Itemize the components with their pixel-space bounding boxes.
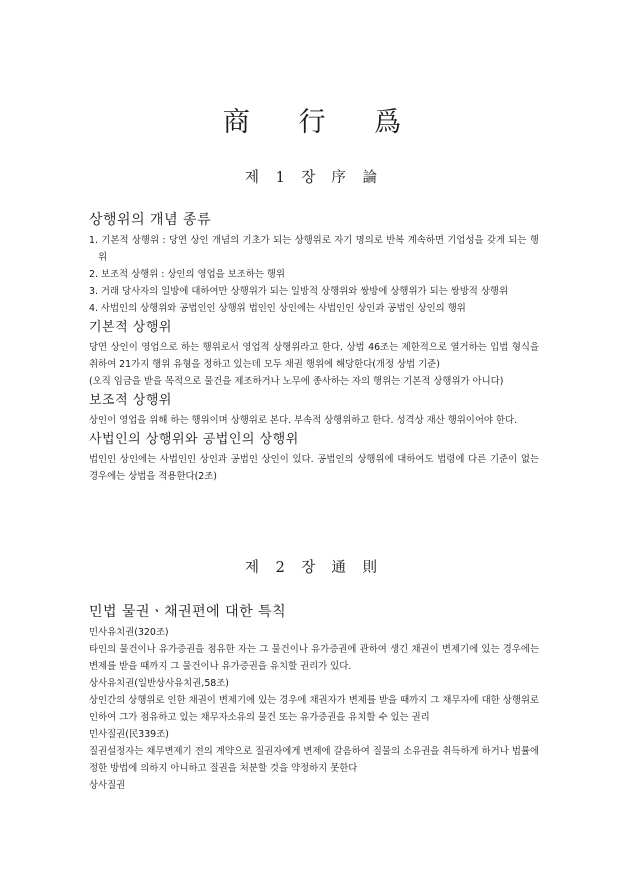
subsection-label: 상사유치권(일반상사유치권,58조) [89, 678, 229, 689]
paragraph: 타인의 물건이나 유가증권을 점유한 자는 그 물건이나 유가증권에 관하여 생긴 채권이 변제기에 있는 경우에는 변제를 받을 때까지 그 물건이나 유가증권을 유치할 권리가 있다. [89, 644, 539, 672]
paragraph: 상인이 영업을 위해 하는 행위이며 상행위로 본다. 부속적 상행위하고 한다. 성격상 재산 행위이어야 한다. [89, 415, 518, 426]
section-heading-auxiliary: 보조적 상행위 [89, 393, 172, 408]
list-item: 4. 사법인의 상행위와 공법인인 상행위 법인인 상인에는 사법인인 상인과 공법인 상인의 행위 [89, 303, 466, 314]
subsection-label: 민사유치권(320조) [89, 627, 169, 638]
paragraph: 당연 상인이 영업으로 하는 행위로서 영업적 상행위라고 한다. 상법 46조는 제한적으로 열거하는 입법 형식을 취하여 21가지 행위 유형을 정하고 있는데 모두 채권 행위에 해당한다(개정 상법 기준) [89, 342, 539, 370]
section-heading-concept: 상행위의 개념 종류 [89, 212, 212, 228]
subsection-label: 상사질권 [89, 780, 126, 791]
paragraph: 질권설정자는 채무변제기 전의 계약으로 질권자에게 변제에 갈음하여 질물의 소유권을 취득하게 하거나 법률에 정한 방법에 의하지 아니하고 질권을 처분할 것을 약정하지 못한다 [89, 746, 539, 774]
list-item: 3. 거래 당사자의 일방에 대하여만 상행위가 되는 일방적 상행위와 쌍방에 상행위가 되는 쌍방적 상행위 [89, 286, 508, 297]
paragraph: (오직 임금을 받을 목적으로 물건을 제조하거나 노무에 종사하는 자의 행위는 기본적 상행위가 아니다) [89, 376, 504, 387]
chapter-2-body [89, 600, 539, 794]
list-item: 2. 보조적 상행위 : 상인의 영업을 보조하는 행위 [89, 269, 285, 280]
section-heading-civil: 민법 물권ㆍ채권편에 대한 특칙 [89, 604, 287, 620]
paragraph: 법인인 상인에는 사법인인 상인과 공법인 상인이 있다. 공법인의 상행위에 대하여도 법령에 다른 기준이 없는 경우에는 상법을 적용한다(2조) [89, 454, 539, 482]
paragraph: 상인간의 상행위로 인한 채권이 변제기에 있는 경우에 채권자가 변제를 받을 때까지 그 채무자에 대한 상행위로 인하여 그가 점유하고 있는 채무자소유의 물건 또는 유가증권을 유치할 수 있는 권리 [89, 695, 539, 723]
document-title: 商 行 爲 [222, 107, 422, 138]
chapter-1-name: 序 論 [331, 170, 380, 186]
chapter-1-number: 제 1 장 [244, 170, 318, 186]
chapter-1-heading [0, 166, 624, 187]
chapter-2-name: 通 則 [331, 560, 380, 576]
chapter-2-heading [0, 556, 624, 577]
section-heading-private: 사법인의 상행위와 공법인의 상행위 [89, 432, 299, 447]
subsection-label: 민사질권(民339조) [89, 729, 169, 740]
chapter-1-body [89, 208, 539, 485]
chapter-2-number: 제 2 장 [244, 560, 318, 576]
section-heading-basic: 기본적 상행위 [89, 320, 172, 335]
list-item: 1. 기본적 상행위 : 당연 상인 개념의 기초가 되는 상행위로 자기 명의로 반복 계속하면 기업성을 갖게 되는 행위 [89, 235, 539, 263]
